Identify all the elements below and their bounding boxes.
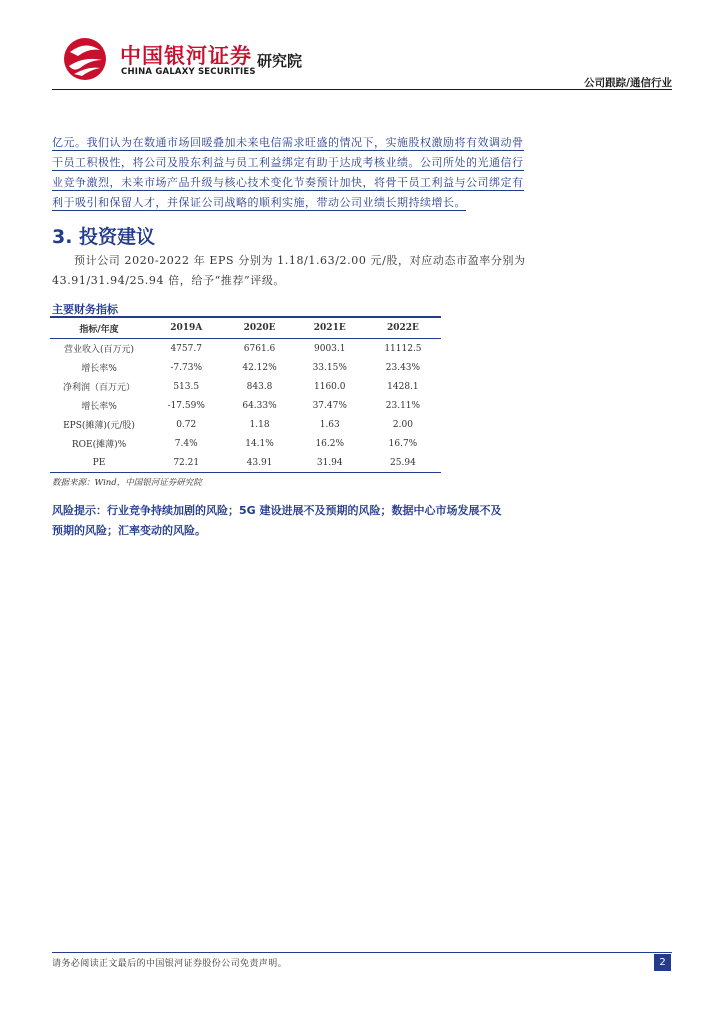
table-row xyxy=(50,377,441,396)
table-cell: 增长率% xyxy=(81,364,117,374)
table-cell: 9003.1 xyxy=(314,343,346,354)
footer-divider xyxy=(52,952,672,953)
section-title: 3. 投资建议 xyxy=(52,226,156,248)
table-cell: 净利润（百万元） xyxy=(62,383,135,393)
table-cell: 43.91 xyxy=(224,453,294,473)
risk-warning-line: 风险提示：行业竞争持续加剧的风险；5G 建设进展不及预期的风险；数据中心市场发展不及 xyxy=(52,504,502,517)
table-header-cell: 2021E xyxy=(295,317,365,339)
table-cell: 7.4% xyxy=(174,438,198,449)
intro-paragraph-line: 亿元。我们认为在数通市场回暖叠加未来电信需求旺盛的情况下，实施股权激励将有效调动骨 xyxy=(52,136,524,149)
table-cell: 16.2% xyxy=(315,438,345,449)
section-body-line: 43.91/31.94/25.94 倍，给予“推荐”评级。 xyxy=(52,274,286,287)
table-row xyxy=(50,415,441,434)
financial-table xyxy=(50,316,441,473)
header-divider xyxy=(52,89,672,90)
page-number: 2 xyxy=(654,954,671,971)
table-cell: 16.7% xyxy=(388,438,418,449)
table-row xyxy=(50,358,441,377)
table-cell: 42.12% xyxy=(242,362,277,373)
table-row xyxy=(50,339,441,359)
brand-name-cn: 中国银河证券 xyxy=(120,44,252,68)
table-row xyxy=(50,434,441,453)
table-title: 主要财务指标 xyxy=(52,303,118,316)
table-cell: 1160.0 xyxy=(314,381,346,392)
table-cell: 513.5 xyxy=(173,381,200,392)
table-cell: 6761.6 xyxy=(243,343,276,354)
intro-paragraph-line: 业竞争激烈，未来市场产品升级与核心技术变化节奏预计加快，将骨干员工利益与公司绑定有 xyxy=(52,176,524,189)
intro-paragraph-line: 干员工积极性，将公司及股东利益与员工利益绑定有助于达成考核业绩。公司所处的光通信行 xyxy=(52,156,524,169)
table-cell: 72.21 xyxy=(148,453,224,473)
table-header-cell: 指标/年度 xyxy=(50,317,148,339)
intro-paragraph-line: 利于吸引和保留人才，并保证公司战略的顺利实施，带动公司业绩长期持续增长。 xyxy=(52,196,466,209)
footer-disclaimer: 请务必阅读正文最后的中国银河证券股份公司免责声明。 xyxy=(52,959,288,969)
table-cell: 11112.5 xyxy=(384,343,422,354)
table-cell: EPS(摊薄)(元/股) xyxy=(63,421,135,431)
table-cell: 1.63 xyxy=(319,419,340,430)
table-cell: PE xyxy=(50,453,148,473)
table-cell: 23.43% xyxy=(385,362,421,373)
table-cell: 31.94 xyxy=(295,453,365,473)
table-cell: 4757.7 xyxy=(170,343,202,354)
table-cell: 843.8 xyxy=(246,381,273,392)
table-cell: 37.47% xyxy=(312,400,347,411)
table-cell: -17.59% xyxy=(167,400,205,411)
section-body-line: 预计公司 2020-2022 年 EPS 分别为 1.18/1.63/2.00 元/股，对应动态市盈率分别为 xyxy=(74,254,526,267)
table-row xyxy=(50,396,441,415)
table-cell: 1428.1 xyxy=(387,381,419,392)
risk-warning-line: 预期的风险；汇率变动的风险。 xyxy=(52,524,206,537)
table-row xyxy=(50,453,441,473)
institute-label: 研究院 xyxy=(257,52,303,70)
table-cell: 营业收入(百万元) xyxy=(63,345,135,355)
table-cell: 33.15% xyxy=(312,362,347,373)
galaxy-logo-icon xyxy=(60,36,110,82)
table-cell: 14.1% xyxy=(245,438,274,449)
table-cell: 增长率% xyxy=(81,402,117,412)
table-header-cell: 2022E xyxy=(365,317,441,339)
table-cell: 0.72 xyxy=(176,419,197,430)
table-source-note: 数据来源：Wind，中国银河证券研究院 xyxy=(52,478,202,488)
table-cell: 64.33% xyxy=(242,400,277,411)
table-cell: 25.94 xyxy=(365,453,441,473)
table-header-cell: 2019A xyxy=(148,317,224,339)
table-cell: 2.00 xyxy=(392,419,413,430)
table-cell: 23.11% xyxy=(385,400,421,411)
table-cell: ROE(摊薄)% xyxy=(71,440,127,450)
table-cell: -7.73% xyxy=(170,362,203,373)
table-cell: 1.18 xyxy=(249,419,270,430)
report-type-label: 公司跟踪/通信行业 xyxy=(584,77,672,89)
table-header-row xyxy=(50,317,441,339)
table-header-cell: 2020E xyxy=(224,317,294,339)
brand-name-en: CHINA GALAXY SECURITIES xyxy=(121,67,256,77)
